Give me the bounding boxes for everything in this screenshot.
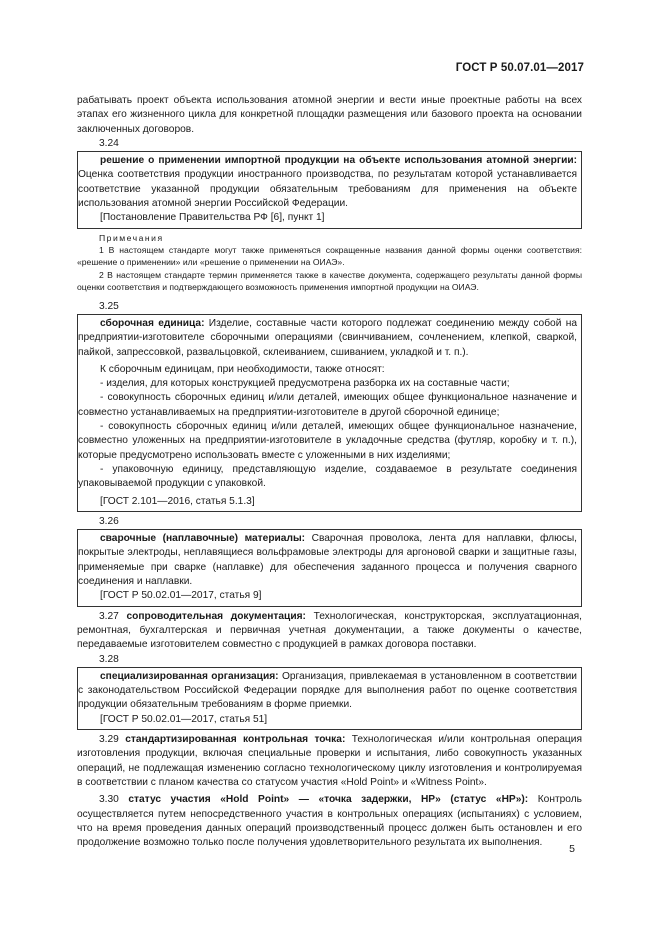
entry-3-26-definition <box>78 532 577 589</box>
intro-paragraph: рабатывать проект объекта использования атомной энергии и вести иные проектные работы на всех этапах его жизненного цикла для конкретной площадки размещения или базового проекта на основании заключенных договоров. <box>77 95 582 135</box>
notes-block <box>77 232 582 294</box>
entry-3-28-definition <box>78 670 577 713</box>
entry-3-29 <box>77 733 582 790</box>
entry-3-24-text: Оценка соответствия продукции иностранного производства, по результатам которой устанавливается соответствие указанной продукции обязательным требованиям для применения на объекте использования атомной энергии Российской Федерации. <box>78 169 577 210</box>
entry-3-24-definition <box>78 154 577 211</box>
entry-3-25-definition <box>78 317 577 360</box>
entry-3-29-text: Технологическая и/или контрольная операция изготовления продукции, включая специальные проверки и испытания, либо совокупность указанных операций, не подлежащая изменению согласно технологическому циклу изготовления и контролируемая в соответствии с планом качества со статусом участия «Hold Point» и «Witness Point». <box>77 734 582 788</box>
entry-3-25-item-2: - совокупность сборочных единиц и/или деталей, имеющих общее функциональное назначение и совместно устанавливаемых на предприятии-изготовителе в другой сборочной единице; <box>78 392 577 418</box>
entry-3-24-box <box>77 151 582 228</box>
notes-title: Примечания <box>99 232 164 243</box>
entry-3-30 <box>77 793 582 850</box>
entry-3-30-term: статус участия «Hold Point» — «точка задержки, HP» (статус «HP»): <box>128 794 529 806</box>
entry-3-26-number: 3.26 <box>99 515 119 527</box>
page-content <box>77 94 582 850</box>
entry-3-25-item-1: - изделия, для которых конструкцией предусмотрена разборка их на составные части; <box>100 378 510 390</box>
entry-3-29-term: стандартизированная контрольная точка: <box>125 734 346 746</box>
entry-3-25-source: [ГОСТ 2.101—2016, статья 5.1.3] <box>100 495 255 507</box>
entry-3-25-item-4: - упаковочную единицу, представляющую изделие, создаваемое в результате соединения упаковываемой продукции с упаковкой. <box>78 463 577 490</box>
entry-3-26-box <box>77 529 582 606</box>
document-header: ГОСТ Р 50.07.01—2017 <box>455 62 584 74</box>
entry-3-26-term: сварочные (наплавочные) материалы: <box>100 533 306 545</box>
entry-3-28-text: Организация, привлекаемая в установленном в соответствии с законодательством Российской Федерации порядке для выполнения работ по оценке соответствия продукции обязательным требованиям в форме приемки. <box>78 670 577 711</box>
entry-3-25-text: Изделие, составные части которого подлежат соединению между собой на предприятии-изготовителе сборочными операциями (свинчиванием, сочленением, клепкой, сваркой, пайкой, запрессовкой, развальцовкой, склеиванием, сшиванием, укладкой и т. п.). <box>78 318 577 358</box>
entry-3-25-item-3: - совокупность сборочных единиц и/или деталей, имеющих общее функциональное назначение, совместно уложенных на предприятии-изготовителе в укладочные средства (футляр, коробку и т. п.), которые предусмотрено использовать вместе с уложенными в них изделиями; <box>78 421 577 461</box>
entry-3-24-term: решение о применении импортной продукции на объекте использования атомной энергии: <box>100 155 577 167</box>
entry-3-28-box <box>77 667 582 730</box>
entry-3-27-number: 3.27 <box>99 610 119 622</box>
entry-3-24-source: [Постановление Правительства РФ [6], пункт 1] <box>100 212 325 224</box>
entry-3-26-source: [ГОСТ Р 50.02.01—2017, статья 9] <box>100 590 262 602</box>
note-1: 1 В настоящем стандарте могут также применяться сокращенные названия данной формы оценки соответствия: «решение о применении» или «решение о применении на ОИАЭ». <box>77 245 582 268</box>
entry-3-27-term: сопроводительная документация: <box>126 610 306 622</box>
entry-3-25-paragraph: К сборочным единицам, при необходимости, также относят: <box>100 363 385 375</box>
entry-3-28-number: 3.28 <box>99 653 119 665</box>
entry-3-25-number: 3.25 <box>99 300 119 312</box>
entry-3-28-source: [ГОСТ Р 50.02.01—2017, статья 51] <box>100 713 268 725</box>
entry-3-27-text: Технологическая, конструкторская, эксплуатационная, ремонтная, бухгалтерская и первичная учетная документации, а также документы о качестве, передаваемые изготовителем совместно с продукцией в рамках договора поставки. <box>77 610 582 651</box>
entry-3-30-number: 3.30 <box>99 794 119 806</box>
entry-3-27 <box>77 610 582 653</box>
entry-3-24-number: 3.24 <box>99 137 119 149</box>
entry-3-26-text: Сварочная проволока, лента для наплавки, флюсы, покрытые электроды, неплавящиеся вольфрамовые электроды для аргоновой сварки и защитные газы, применяемые при сварке (наплавке) для обеспечения заданного процесса и получения сварного соединения и наплавки. <box>78 533 577 588</box>
note-2: 2 В настоящем стандарте термин применяется также в качестве документа, содержащего результаты данной формы оценки соответствия и подтверждающего возможность применения импортной продукции на ОИАЭ. <box>77 269 582 293</box>
entry-3-30-text: Контроль осуществляется путем непосредственного участия в контрольных операциях (испытаниях) с условием, что на время проведения данных операций производственный процесс должен быть остановлен и его продолжение возможно только после получения удовлетворительного результата их выполнения. <box>77 794 582 849</box>
entry-3-25-box <box>77 314 582 512</box>
entry-3-29-number: 3.29 <box>99 734 119 746</box>
page-number: 5 <box>569 843 575 855</box>
entry-3-28-term: специализированная организация: <box>100 670 279 682</box>
entry-3-25-term: сборочная единица: <box>100 318 205 329</box>
